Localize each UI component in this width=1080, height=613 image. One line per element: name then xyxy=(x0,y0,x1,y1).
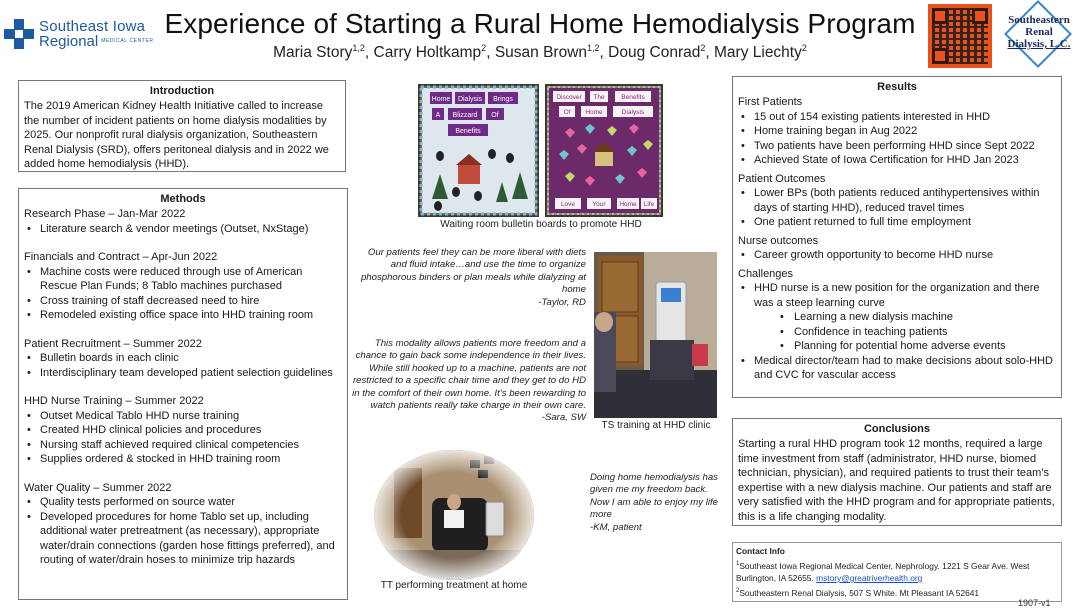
results-list-item: • Two patients have been performing HHD since Sept 2022 xyxy=(738,139,1056,154)
challenge-subitem: • Confidence in teaching patients xyxy=(738,325,1056,340)
board1-word: Brings xyxy=(493,96,513,103)
methods-list-item: • Created HHD clinical policies and procedures xyxy=(24,423,342,438)
results-list-item: • Home training began in Aug 2022 xyxy=(738,124,1056,139)
board2-word: Of xyxy=(563,109,571,116)
author-name: Mary Liechty xyxy=(714,44,802,62)
board2-word: Discover xyxy=(556,94,582,101)
bulletin-board-discover-image xyxy=(545,84,663,217)
author-affiliation: 2 xyxy=(801,43,807,53)
quote-dietitian-author: -Taylor, RD xyxy=(538,296,586,308)
results-list-item: • 15 out of 154 existing patients interested in HHD xyxy=(738,110,1056,125)
board2-word: Your xyxy=(592,201,606,208)
results-list-item: • Career growth opportunity to become HHD nurse xyxy=(738,248,1056,263)
board1-word: Benefits xyxy=(455,128,481,135)
home-treatment-photo xyxy=(374,450,534,580)
contact-email-link[interactable]: mstory@greatriverhealth.org xyxy=(816,572,923,583)
author-affiliation: 2 xyxy=(700,43,706,53)
author-affiliation: 1,2 xyxy=(352,43,365,53)
results-heading: Results xyxy=(877,81,917,93)
logo-line2: Regional xyxy=(39,32,99,50)
board1-word: Dialysis xyxy=(457,96,483,103)
board2-word: Life xyxy=(643,201,655,208)
board1-word: Blizzard xyxy=(452,112,478,119)
board2-word: Benefits xyxy=(621,94,645,101)
methods-section-title: Financials and Contract – Apr-Jun 2022 xyxy=(24,251,218,263)
methods-body xyxy=(24,207,342,568)
methods-list-item: • Cross training of staff decreased need to hire xyxy=(24,294,342,309)
introduction-text: The 2019 American Kidney Health Initiative called to increase the number of incident patients on home dialysis modalities by 2025. Our nonprofit rural dialysis organization, Southeastern Renal Dialysis (SRD), offers peritoneal dialysis and in 2022 we added home hemodialysis (HHD). xyxy=(24,100,329,170)
quote-social-worker xyxy=(352,338,586,425)
medical-cross-icon xyxy=(4,19,34,49)
challenge-subitem: • Planning for potential home adverse events xyxy=(738,339,1056,354)
methods-list-item: • Outset Medical Tablo HHD nurse training xyxy=(24,409,342,424)
board2-word: Love xyxy=(560,201,576,208)
methods-box xyxy=(18,188,348,600)
qr-pattern xyxy=(932,8,988,64)
challenge-item: • HHD nurse is a new position for the organization and there was a steep learning curve xyxy=(738,281,1056,310)
quote-dietitian xyxy=(352,247,586,309)
board2-word: The xyxy=(593,94,605,101)
home-treatment-image xyxy=(374,450,534,580)
logo-line3: MEDICAL CENTER xyxy=(101,37,154,44)
sirmc-logo xyxy=(4,14,154,54)
caption-home-treatment: TT performing treatment at home xyxy=(380,580,528,591)
quote-dietitian-text: Our patients feel they can be more liberal with diets and fluid intake…and use the time to organize phosphorous binders or plan meals while dialyzing at home xyxy=(360,247,586,296)
author-name: Doug Conrad xyxy=(608,44,701,62)
methods-section-title: Water Quality – Summer 2022 xyxy=(24,481,172,494)
clinic-training-image xyxy=(594,252,717,418)
srd-logo xyxy=(1000,4,1078,68)
methods-list-item: • Machine costs were reduced through use of American Rescue Plan Funds; 8 Tablo machines purchased xyxy=(24,265,342,294)
results-section-title: Nurse outcomes xyxy=(738,234,819,247)
bulletin-board-blizzard-image xyxy=(418,84,539,217)
methods-list-item: • Bulletin boards in each clinic xyxy=(24,351,342,366)
results-section-title: Patient Outcomes xyxy=(738,172,826,185)
caption-clinic-training: TS training at HHD clinic xyxy=(601,420,711,431)
version-label: 1907-v1 xyxy=(1018,598,1051,608)
clinic-training-photo xyxy=(594,252,717,418)
methods-section-title: Research Phase – Jan-Mar 2022 xyxy=(24,208,186,220)
methods-section-title: Patient Recruitment – Summer 2022 xyxy=(24,337,202,350)
author-affiliation: 2 xyxy=(481,43,487,53)
srd-logo-text: Southeastern Renal Dialysis, L.C. xyxy=(1007,14,1071,50)
caption-bulletin-boards: Waiting room bulletin boards to promote HHD xyxy=(440,219,642,230)
qr-code[interactable] xyxy=(928,4,992,68)
quote-social-worker-author: -Sara, SW xyxy=(541,412,586,424)
introduction-heading: Introduction xyxy=(149,85,215,97)
methods-list-item: • Quality tests performed on source water xyxy=(24,495,342,510)
contact-info-box xyxy=(732,542,1062,602)
author-list: Maria Story$^{1,2}$, Carry Holtkamp$^2$, Susan Brown$^{1,2}$, Doug Conrad$^2$, Mary Liechty$^2$ xyxy=(273,43,807,62)
author-name: Carry Holtkamp xyxy=(373,44,482,62)
bulletin-board-blizzard-photo xyxy=(418,84,539,217)
quote-patient-text: Doing home hemodialysis has given me my freedom back. Now I am able to enjoy my life more xyxy=(590,472,718,521)
board1-word: A xyxy=(435,112,441,119)
board2-word: Dialysis xyxy=(621,109,645,116)
results-list-item: • One patient returned to full time employment xyxy=(738,215,1056,230)
quote-patient-author: -KM, patient xyxy=(590,521,642,533)
methods-list-item: • Nursing staff achieved required clinical competencies xyxy=(24,438,342,453)
methods-list-item: • Remodeled existing office space into HHD training room xyxy=(24,308,342,323)
challenge-item: • Medical director/team had to make decisions about solo-HHD and CVC for vascular access xyxy=(738,354,1056,383)
board1-word: Home xyxy=(431,96,451,103)
contact-line1: $^1$Southeast Iowa Regional Medical Center, Nephrology. 1221 S Gear Ave. West Burlington, IA 52655. mstory@greatriverhealth.org xyxy=(736,560,1030,583)
quote-patient xyxy=(590,472,722,534)
methods-list-item: • Interdisciplinary team developed patient selection guidelines xyxy=(24,366,342,381)
conclusions-text: Starting a rural HHD program took 12 months, required a large time investment from staff (administrator, HHD nurse, biomed technician, physician), and required patients to trust their team’s expertise with a new dialysis machine. Our patients and staff are very satisfied with the HHD program and for appropriate patients, this is a life changing modality. xyxy=(738,438,1055,523)
results-list-item: • Achieved State of Iowa Certification for HHD Jan 2023 xyxy=(738,153,1056,168)
results-body xyxy=(738,95,1056,267)
introduction-box xyxy=(18,80,346,172)
logo-line1: Southeast Iowa xyxy=(39,17,146,35)
methods-section-title: HHD Nurse Training – Summer 2022 xyxy=(24,395,204,407)
board2-word: Home xyxy=(619,201,637,208)
conclusions-box xyxy=(732,418,1062,526)
contact-line2: $^2$Southeastern Renal Dialysis, 507 S White. Mt Pleasant IA 52641 xyxy=(736,587,980,598)
results-box xyxy=(732,76,1062,398)
methods-list-item: • Supplies ordered & stocked in HHD training room xyxy=(24,452,342,467)
bulletin-board-discover-photo xyxy=(545,84,663,217)
conclusions-heading: Conclusions xyxy=(863,423,930,435)
methods-list-item: • Literature search & vendor meetings (Outset, NxStage) xyxy=(24,222,342,237)
contact-heading: Contact Info xyxy=(736,546,785,556)
quote-social-worker-text: This modality allows patients more freedom and a chance to gain back some independence in their lives. While still hooked up to a machine, patients are not restricted to a specific chair time and they get to do HD in the comfort of their own home. It’s been rewarding to watch patients really take charge in their own care. xyxy=(352,338,586,412)
author-name: Susan Brown xyxy=(494,44,588,62)
results-section-title: First Patients xyxy=(738,96,803,108)
challenge-subitem: • Learning a new dialysis machine xyxy=(738,310,1056,325)
board1-word: Of xyxy=(491,112,499,119)
poster-title: Experience of Starting a Rural Home Hemodialysis Program xyxy=(164,8,916,39)
author-name: Maria Story xyxy=(273,44,353,62)
sirmc-logo-text xyxy=(39,19,154,50)
results-list-item: • Lower BPs (both patients reduced antihypertensives within days of starting HHD), reduced travel times xyxy=(738,186,1056,215)
methods-list-item: • Developed procedures for home Tablo set up, including additional water pretreatment (as necessary), appropriate water/drain connections (garden hose fittings preferred), and routing of water/drain hoses to minimize trip hazards xyxy=(24,510,342,568)
methods-heading: Methods xyxy=(160,193,206,205)
board2-word: Home xyxy=(585,109,603,116)
author-affiliation: 1,2 xyxy=(587,43,600,53)
challenges-title: Challenges xyxy=(738,267,794,280)
challenges-section xyxy=(738,267,1056,383)
